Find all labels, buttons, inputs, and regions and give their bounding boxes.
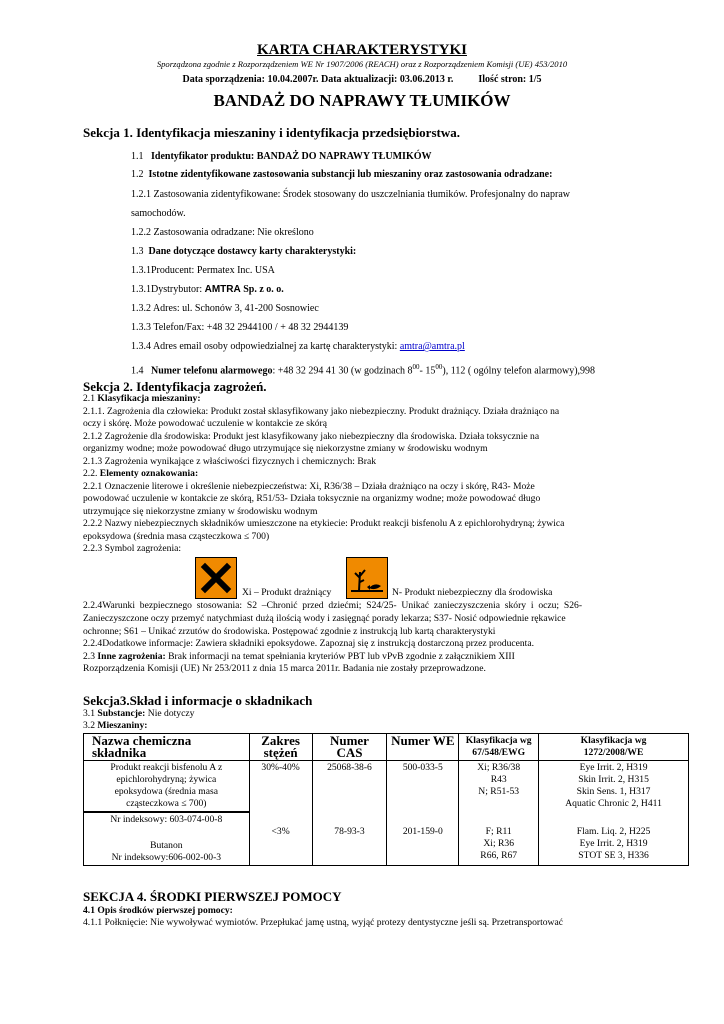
col-name-header: Nazwa chemiczna składnika — [84, 734, 250, 761]
section-4-heading: SEKCJA 4. ŚRODKI PIERWSZEJ POMOCY — [83, 889, 342, 904]
component-index-cell — [84, 812, 250, 866]
component-1-k1272 — [539, 761, 689, 812]
k67-line: Xi; R36/38 — [477, 762, 521, 773]
line-producer: 1.3.1Producent: Permatex Inc. USA — [131, 265, 275, 276]
text-1-3: Dane dotyczące dostawcy karty charakterystyki: — [148, 246, 357, 257]
component-2-k1272 — [539, 812, 689, 866]
k1272-line: Skin Irrit. 2, H315 — [578, 774, 649, 785]
line-2-2-4-cont: Zanieczyszczone oczy przemyć natychmiast dużą ilością wody i zasięgnąć porady lekarza; S37- Nosić odpowiednie rękawice — [83, 613, 566, 624]
num-1-1: 1.1 — [131, 151, 144, 162]
line-2-2 — [83, 468, 198, 480]
k1272-line: Skin Sens. 1, H317 — [576, 786, 651, 797]
distributor-suffix: Sp. z o. o. — [240, 284, 284, 295]
line-2-1-2-cont: organizmy wodne; może powodować długo utrzymujące się niekorzystne zmiany w środowisku wodnym — [83, 443, 488, 454]
line-2-2-1-cont2: utrzymujące się niekorzystne zmiany w środowisku wodnym — [83, 506, 318, 517]
line-2-2-4-extra: 2.2.4Dodatkowe informacje: Zawiera składniki epoksydowe. Zapoznaj się z instrukcją dostarczoną przez producenta. — [83, 638, 535, 649]
col-cas-header: Numer CAS — [312, 734, 387, 761]
dates-line: Data sporządzenia: 10.04.2007r. Data aktualizacji: 03.06.2013 r. Ilość stron: 1/5 — [182, 74, 542, 85]
num-1-2: 1.2 — [131, 169, 144, 180]
line-2-1-3: 2.1.3 Zagrożenia wynikające z właściwości fizycznych i chemicznych: Brak — [83, 456, 377, 467]
component-2-we: 201-159-0 — [387, 812, 459, 866]
table-header-row — [84, 734, 689, 761]
line-2-1-1: 2.1.1. Zagrożenia dla człowieka: Produkt został sklasyfikowany jako niebezpieczny. Produkt drażniący. Działa drażniąco na — [83, 406, 560, 417]
distributor-label: 1.3.1Dystrybutor: — [131, 284, 205, 295]
sup-1: 00 — [412, 363, 420, 371]
text-3-1-label: Substancje: — [97, 708, 146, 719]
regulation-subtitle: Sporządzona zgodnie z Rozporządzeniem WE Nr 1907/2006 (REACH) oraz z Rozporządzeniem Komisji (UE) 453/2010 — [156, 59, 568, 69]
email-label: 1.3.4 Adres email osoby odpowiedzialnej za kartę charakterystyki: — [131, 341, 400, 352]
line-2-3 — [83, 651, 515, 663]
section-3-heading: Sekcja3.Skład i informacje o składnikach — [83, 693, 313, 708]
num-2-1: 2.1 — [83, 393, 95, 404]
line-1-4 — [131, 361, 595, 377]
line-2-2-3: 2.2.3 Symbol zagrożenia: — [83, 543, 182, 554]
num-2-3: 2.3 — [83, 651, 95, 662]
line-2-2-1: 2.2.1 Oznaczenie literowe i określenie niebezpieczeństwa: Xi, R36/38 – Działa drażniąco na oczy i skórę, R43- Może — [83, 481, 535, 492]
emergency-text-c: ), 112 ( ogólny telefon alarmowy),998 — [442, 365, 596, 377]
line-2-1 — [83, 393, 201, 405]
table-row — [84, 812, 689, 866]
emergency-label: Numer telefonu alarmowego — [151, 365, 273, 377]
component-2-range: <3% — [249, 812, 312, 866]
distributor-brand: AMTRA — [204, 284, 241, 295]
num-2-2: 2.2. — [83, 468, 98, 479]
k67-line: R43 — [490, 774, 507, 785]
text-2-3-label: Inne zagrożenia: — [97, 651, 166, 662]
component-1-label: Produkt reakcji bisfenolu A z epichlorohydryną; żywica epoksydowa (średnia masa cząsteczkowa ≤ 700) — [110, 762, 223, 809]
component-1-cas: 25068-38-6 — [312, 761, 387, 812]
section-2-heading: Sekcja 2. Identyfikacja zagrożeń. — [83, 379, 267, 394]
line-1-2-2: 1.2.2 Zastosowania odradzane: Nie określono — [131, 227, 314, 238]
line-1-2 — [131, 169, 552, 181]
col-67548-header: Klasyfikacja wg 67/548/EWG — [459, 734, 539, 761]
component-2-index: Nr indeksowy:606-002-00-3 — [111, 852, 222, 863]
line-1-2-1: 1.2.1 Zastosowania zidentyfikowane: Środek stosowany do uszczelniania tłumików. Profesjonalny do napraw — [131, 189, 570, 200]
text-1-2: Istotne zidentyfikowane zastosowania substancji lub mieszaniny oraz zastosowania odradzane: — [148, 169, 553, 180]
component-1-index: Nr indeksowy: 603-074-00-8 — [84, 812, 249, 827]
text-1-1: Identyfikator produktu: BANDAŻ DO NAPRAWY TŁUMIKÓW — [151, 151, 432, 162]
table-row — [84, 761, 689, 812]
line-2-1-2: 2.1.2 Zagrożenie dla środowiska: Produkt jest klasyfikowany jako niebezpieczny dla środowiska. Działa toksycznie na — [83, 431, 540, 442]
section-1-heading: Sekcja 1. Identyfikacja mieszaniny i identyfikacja przedsiębiorstwa. — [83, 125, 460, 140]
line-4-1-1: 4.1.1 Połknięcie: Nie wywoływać wymiotów. Przepłukać jamę ustną, wyjąć protezy dentystyczne jeśli są. Przetransportować — [83, 917, 563, 928]
num-1-4: 1.4 — [131, 365, 144, 377]
line-phone: 1.3.3 Telefon/Fax: +48 32 2944100 / + 48 32 2944139 — [131, 322, 349, 333]
text-2-3: Brak informacji na temat spełniania kryteriów PBT lub vPvB zgodnie z załącznikiem XIII — [165, 651, 515, 662]
component-1-k67 — [459, 761, 539, 812]
k1272-line: Eye Irrit. 2, H319 — [579, 762, 648, 773]
line-2-3-cont: Rozporządzenia Komisji (UE) Nr 253/2011 z dnia 15 marca 2011r. Badania nie zostały przeprowadzone. — [83, 663, 486, 674]
k1272-line: STOT SE 3, H336 — [578, 849, 649, 861]
k67-line: N; R51-53 — [478, 786, 520, 797]
k67-line: R66, R67 — [480, 849, 518, 861]
line-2-2-2: 2.2.2 Nazwy niebezpiecznych składników umieszczone na etykiecie: Produkt reakcji bisfenolu A z epichlorohydryną; żywica — [83, 518, 565, 529]
symbol-n-label: N- Produkt niebezpieczny dla środowiska — [392, 587, 553, 598]
text-2-1: Klasyfikacja mieszaniny: — [97, 393, 201, 404]
email-link[interactable]: amtra@amtra.pl — [399, 341, 465, 352]
num-3-1: 3.1 — [83, 708, 95, 719]
col-1272-header: Klasyfikacja wg 1272/2008/WE — [539, 734, 689, 761]
composition-table — [83, 733, 689, 866]
line-address: 1.3.2 Adres: ul. Schonów 3, 41-200 Sosnowiec — [131, 303, 319, 314]
text-3-2: Mieszaniny: — [97, 720, 148, 731]
component-1-range: 30%-40% — [249, 761, 312, 812]
line-3-1 — [83, 708, 194, 720]
line-email — [131, 341, 465, 353]
component-2-cas: 78-93-3 — [312, 812, 387, 866]
document-title: KARTA CHARAKTERYSTYKI — [257, 42, 467, 58]
symbol-xi-label: Xi – Produkt drażniący — [242, 587, 332, 598]
text-2-2: Elementy oznakowania: — [99, 468, 199, 479]
environment-hazard-icon — [346, 557, 388, 599]
line-2-2-4: 2.2.4Warunki bezpiecznego stosowania: S2 –Chronić przed dziećmi; S24/25- Unikać zanieczyszczenia skóry i oczu; S26- — [83, 600, 583, 611]
line-2-1-1-cont: oczy i skórę. Może powodować uczulenie w kontakcie ze skórą — [83, 418, 328, 429]
text-3-1: Nie dotyczy — [145, 708, 195, 719]
component-1-name — [84, 761, 250, 812]
line-2-2-4-cont2: ochronne; S61 – Unikać zrzutów do środowiska. Postępować zgodnie z instrukcją lub kartą charakterystyki — [83, 626, 496, 637]
num-3-2: 3.2 — [83, 720, 95, 731]
k1272-line: Flam. Liq. 2, H225 — [576, 825, 651, 837]
col-we-header: Numer WE — [387, 734, 459, 761]
irritant-xi-icon — [195, 557, 237, 599]
emergency-text-b: - 15 — [419, 365, 436, 377]
line-2-2-1-cont: powodować uczulenie w kontakcie ze skórą, R51/53- Działa toksycznie na organizmy wodne; może powodować długo — [83, 493, 541, 504]
num-1-3: 1.3 — [131, 246, 144, 257]
component-2-k67 — [459, 812, 539, 866]
component-1-we: 500-033-5 — [387, 761, 459, 812]
component-2-name: Butanon — [150, 840, 183, 851]
line-1-2-1-cont: samochodów. — [131, 208, 186, 219]
line-2-2-2-cont: epoksydowa (średnia masa cząsteczkowa ≤ 700) — [83, 531, 270, 542]
col-range-header: Zakres stężeń — [249, 734, 312, 761]
emergency-text-a: : +48 32 294 41 30 (w godzinach 8 — [272, 365, 413, 377]
k1272-line: Aquatic Chronic 2, H411 — [565, 798, 662, 809]
line-1-1 — [131, 151, 432, 163]
line-distributor — [131, 284, 284, 296]
k67-line: Xi; R36 — [483, 837, 515, 849]
sup-2: 00 — [435, 363, 443, 371]
line-3-2 — [83, 720, 148, 732]
product-title: BANDAŻ DO NAPRAWY TŁUMIKÓW — [213, 91, 511, 110]
k1272-line: Eye Irrit. 2, H319 — [579, 837, 648, 849]
line-4-1: 4.1 Opis środków pierwszej pomocy: — [83, 905, 233, 916]
k67-line: F; R11 — [485, 825, 512, 837]
line-1-3 — [131, 246, 356, 258]
